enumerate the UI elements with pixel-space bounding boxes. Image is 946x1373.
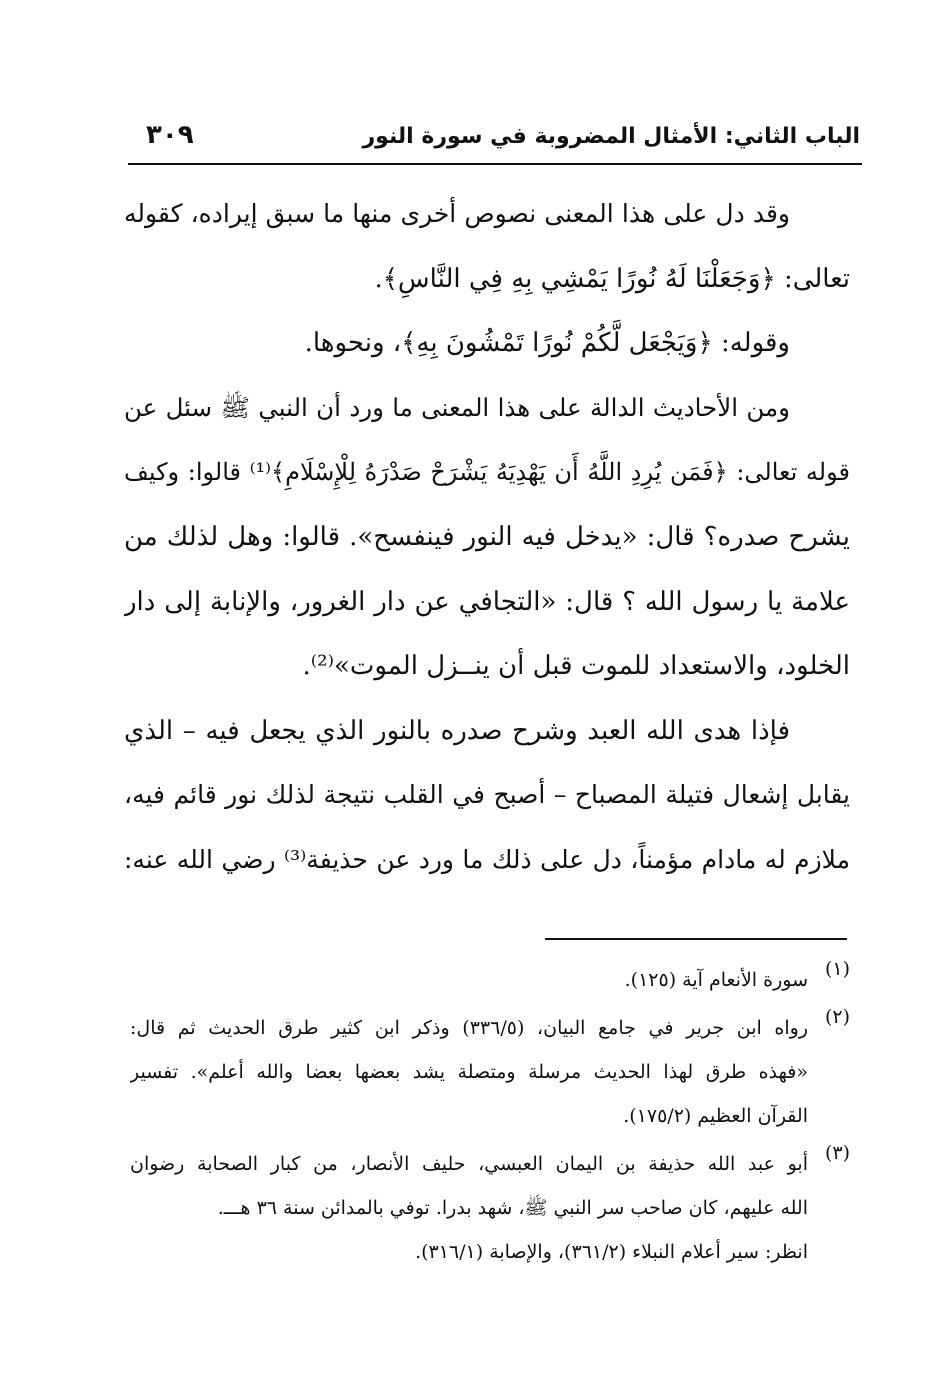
main-text [124,182,850,893]
text-line: علامة يا رسول الله ؟ قال: «التجافي عن دار الغرور، والإنابة إلى دار [124,586,850,617]
footnote-line: انظر: سير أعلام النبلاء (٣٦١/٢)، والإصابة (٣١٦/١). [415,1241,808,1263]
footnote-number: (٣) [824,1142,850,1164]
footnote-2 [130,1006,850,1138]
text-line: ومن الأحاديث الدالة على هذا المعنى ما ورد أن النبي ﷺ سئل عن [124,392,790,422]
footnote-number: (١) [824,958,850,980]
footnote-3 [130,1142,850,1274]
header-rule [128,163,862,165]
footnotes [130,958,850,1278]
footnote-line: القرآن العظيم (١٧٥/٢). [623,1105,808,1127]
text-line: يقابل إشعال فتيلة المصباح – أصبح في القلب نتيجة لذلك نور قائم فيه، [124,780,850,810]
footnote-number: (٢) [824,1006,850,1028]
page-number: ٣٠٩ [146,120,194,150]
footnote-separator [545,938,847,940]
footnote-line: «فهذه طرق لهذا الحديث مرسلة ومتصلة يشد بعضها بعضا والله أعلم». تفسير [130,1061,808,1083]
text-line: الخلود، والاستعداد للموت قبل أن ينــزل الموت»⁽²⁾. [302,651,850,682]
footnote-1 [130,958,850,1002]
footnote-line: الله عليهم، كان صاحب سر النبي ﷺ، شهد بدرا. توفي بالمدائن سنة ٣٦ هـــ. [217,1197,808,1219]
running-title: الباب الثاني: الأمثال المضروبة في سورة النور [362,124,860,149]
text-line: يشرح صدره؟ قال: «يدخل فيه النور فينفسح». قالوا: وهل لذلك من [124,521,850,552]
text-line: ملازم له مادام مؤمناً، دل على ذلك ما ورد عن حذيفة⁽³⁾ رضي الله عنه: [124,844,850,874]
text-line: تعالى: ﴿وَجَعَلْنَا لَهُ نُورًا يَمْشِي بِهِ فِي النَّاسِ﴾. [374,263,850,294]
text-line: فإذا هدى الله العبد وشرح صدره بالنور الذي يجعل فيه – الذي [124,715,790,746]
text-line: قوله تعالى: ﴿فَمَن يُرِدِ اللَّهُ أَن يَهْدِيَهُ يَشْرَحْ صَدْرَهُ لِلْإِسْلَامِ﴾⁽¹⁾ قالوا: وكيف [124,458,850,487]
text-line: وقوله: ﴿وَيَجْعَل لَّكُمْ نُورًا تَمْشُونَ بِهِ﴾، ونحوها. [304,328,790,359]
footnote-line: سورة الأنعام آية (١٢٥). [624,969,808,991]
text-line: وقد دل على هذا المعنى نصوص أخرى منها ما سبق إيراده، كقوله [124,199,790,228]
footnote-line: أبو عبد الله حذيفة بن اليمان العبسي، حليف الأنصار، من كبار الصحابة رضوان [130,1153,808,1175]
footnote-line: رواه ابن جرير في جامع البيان، (٣٣٦/٥) وذكر ابن كثير طرق الحديث ثم قال: [130,1017,808,1039]
page-header [128,118,860,162]
